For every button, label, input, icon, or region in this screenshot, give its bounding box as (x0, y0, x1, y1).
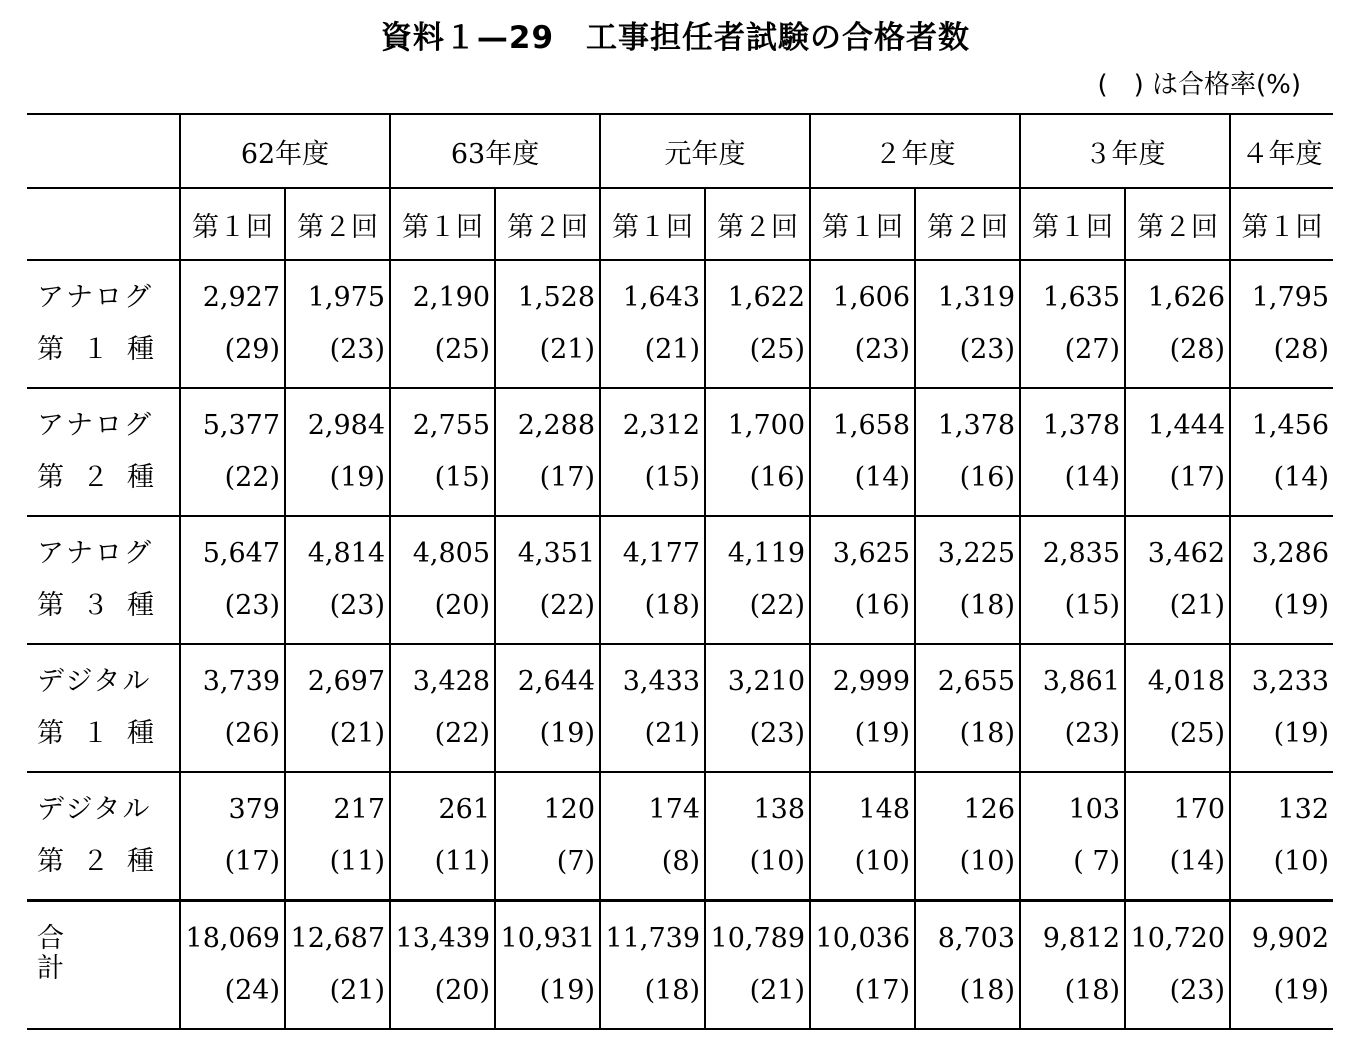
pass-rate: (14) (1273, 462, 1330, 493)
row-label-grade: 第２種 (37, 462, 172, 493)
data-cell (705, 644, 810, 772)
pass-count: 4,018 (1147, 666, 1226, 697)
pass-count: 1,700 (727, 410, 806, 441)
pass-count: 2,984 (307, 410, 386, 441)
row-label-category: アナログ (37, 538, 153, 569)
data-cell (495, 260, 600, 388)
year-header: ３年度 (1020, 114, 1230, 188)
total-rate: (18) (959, 975, 1016, 1006)
data-cell (915, 516, 1020, 644)
pass-rate: (21) (644, 334, 701, 365)
year-header: 63年度 (390, 114, 600, 188)
pass-rate: (11) (329, 846, 386, 877)
data-cell (915, 388, 1020, 516)
pass-count: 1,795 (1251, 282, 1330, 313)
pass-rate: (10) (1273, 846, 1330, 877)
pass-count: 138 (753, 794, 806, 825)
pass-rate: (14) (1169, 846, 1226, 877)
total-count: 10,931 (500, 923, 596, 954)
results-table (27, 113, 1333, 1030)
pass-count: 1,635 (1042, 282, 1121, 313)
year-header: ４年度 (1230, 114, 1333, 188)
pass-count: 379 (228, 794, 280, 825)
year-header: ２年度 (810, 114, 1020, 188)
pass-rate: (18) (644, 590, 701, 621)
data-cell (915, 772, 1020, 901)
year-header: 62年度 (180, 114, 390, 188)
total-count: 11,739 (605, 923, 701, 954)
pass-rate: (28) (1169, 334, 1226, 365)
pass-rate: ( 7) (1073, 846, 1121, 877)
total-count: 10,720 (1130, 923, 1226, 954)
pass-rate: (17) (539, 462, 596, 493)
data-cell (915, 260, 1020, 388)
pass-count: 2,190 (412, 282, 491, 313)
pass-count: 2,644 (517, 666, 596, 697)
pass-rate: (26) (224, 718, 280, 749)
pass-count: 148 (858, 794, 911, 825)
round-header: 第１回 (180, 188, 285, 260)
document-title: 資料１—29 工事担任者試験の合格者数 (380, 20, 971, 56)
pass-rate: (23) (1064, 718, 1121, 749)
data-cell (180, 901, 285, 1030)
pass-rate: (28) (1273, 334, 1330, 365)
row-label (27, 388, 180, 516)
row-label-category: アナログ (37, 282, 153, 313)
year-header-row (27, 114, 1333, 188)
data-cell (810, 901, 915, 1030)
pass-count: 1,528 (517, 282, 596, 313)
data-cell (600, 772, 705, 901)
total-rate: (21) (329, 975, 386, 1006)
data-cell (600, 260, 705, 388)
data-cell (180, 388, 285, 516)
data-cell (390, 388, 495, 516)
pass-rate: (8) (661, 846, 701, 877)
pass-count: 4,814 (307, 538, 386, 569)
total-count: 18,069 (185, 923, 280, 954)
table-row (27, 644, 1333, 772)
data-cell (1125, 901, 1230, 1030)
data-cell (495, 644, 600, 772)
data-cell (495, 516, 600, 644)
pass-rate: (23) (959, 334, 1016, 365)
pass-rate: (11) (434, 846, 491, 877)
pass-rate: (25) (1169, 718, 1226, 749)
total-count: 10,036 (815, 923, 911, 954)
round-header: 第２回 (495, 188, 600, 260)
data-cell (495, 901, 600, 1030)
pass-rate: (21) (1169, 590, 1226, 621)
pass-rate: (19) (854, 718, 911, 749)
pass-rate: (19) (1273, 718, 1330, 749)
total-label-cell (27, 901, 180, 1030)
pass-count: 5,377 (202, 410, 280, 441)
corner-cell (27, 188, 180, 260)
data-cell (1125, 772, 1230, 901)
round-header: 第２回 (285, 188, 390, 260)
data-cell (1020, 516, 1125, 644)
total-rate: (17) (854, 975, 911, 1006)
data-cell (390, 260, 495, 388)
pass-rate: (23) (329, 590, 386, 621)
total-row (27, 901, 1333, 1030)
data-cell (600, 388, 705, 516)
table-row (27, 388, 1333, 516)
row-label (27, 644, 180, 772)
pass-count: 1,975 (307, 282, 386, 313)
pass-rate: (14) (1064, 462, 1121, 493)
data-cell (1125, 260, 1230, 388)
data-cell (600, 901, 705, 1030)
round-header-row (27, 188, 1333, 260)
pass-rate: (27) (1064, 334, 1121, 365)
data-cell (705, 388, 810, 516)
pass-rate: (23) (224, 590, 280, 621)
data-cell (285, 260, 390, 388)
data-cell (1020, 772, 1125, 901)
pass-rate: (22) (434, 718, 491, 749)
pass-count: 1,319 (937, 282, 1016, 313)
data-cell (705, 772, 810, 901)
row-label-grade: 第３種 (37, 590, 172, 621)
corner-cell (27, 114, 180, 188)
data-cell (180, 772, 285, 901)
row-label-category: デジタル (37, 794, 152, 825)
data-cell (285, 516, 390, 644)
total-label: 合計 (37, 923, 112, 984)
pass-rate: (18) (959, 718, 1016, 749)
pass-count: 1,643 (622, 282, 701, 313)
total-rate: (18) (644, 975, 701, 1006)
pass-count: 1,622 (727, 282, 806, 313)
pass-count: 1,456 (1251, 410, 1330, 441)
pass-count: 3,462 (1147, 538, 1226, 569)
round-header: 第２回 (1125, 188, 1230, 260)
data-cell (705, 516, 810, 644)
data-cell (810, 260, 915, 388)
pass-rate: (21) (539, 334, 596, 365)
pass-count: 3,225 (937, 538, 1016, 569)
data-cell (285, 901, 390, 1030)
pass-count: 2,288 (517, 410, 596, 441)
total-rate: (19) (1273, 975, 1330, 1006)
pass-rate: (25) (434, 334, 491, 365)
round-header: 第１回 (390, 188, 495, 260)
row-label (27, 772, 180, 901)
total-rate: (23) (1169, 975, 1226, 1006)
pass-count: 3,861 (1042, 666, 1121, 697)
data-cell (390, 644, 495, 772)
total-rate: (24) (224, 975, 280, 1006)
total-count: 9,902 (1251, 923, 1330, 954)
pass-count: 2,835 (1042, 538, 1121, 569)
total-count: 13,439 (395, 923, 491, 954)
row-label (27, 516, 180, 644)
total-rate: (19) (539, 975, 596, 1006)
pass-count: 2,697 (307, 666, 386, 697)
pass-count: 126 (963, 794, 1016, 825)
year-header: 元年度 (600, 114, 810, 188)
data-cell (600, 644, 705, 772)
pass-rate: (15) (434, 462, 491, 493)
pass-count: 1,378 (937, 410, 1016, 441)
data-cell (180, 644, 285, 772)
pass-rate: (10) (749, 846, 806, 877)
data-cell (390, 516, 495, 644)
data-cell (810, 516, 915, 644)
data-cell (495, 388, 600, 516)
data-cell (1230, 901, 1333, 1030)
data-cell (810, 388, 915, 516)
pass-count: 2,312 (622, 410, 701, 441)
pass-count: 120 (543, 794, 596, 825)
pass-count: 3,433 (622, 666, 701, 697)
data-cell (285, 388, 390, 516)
pass-rate: (22) (539, 590, 596, 621)
rate-note: ( ) は合格率(%) (1097, 70, 1301, 100)
data-cell (1230, 388, 1333, 516)
row-label (27, 260, 180, 388)
pass-count: 3,233 (1251, 666, 1330, 697)
pass-rate: (7) (556, 846, 596, 877)
round-header: 第２回 (915, 188, 1020, 260)
pass-count: 1,626 (1147, 282, 1226, 313)
pass-rate: (15) (1064, 590, 1121, 621)
pass-count: 3,625 (832, 538, 911, 569)
pass-count: 4,351 (517, 538, 596, 569)
pass-count: 2,655 (937, 666, 1016, 697)
data-cell (810, 772, 915, 901)
round-header: 第１回 (1230, 188, 1333, 260)
pass-count: 1,606 (832, 282, 911, 313)
pass-count: 2,999 (832, 666, 911, 697)
data-cell (600, 516, 705, 644)
data-cell (285, 772, 390, 901)
pass-count: 4,805 (412, 538, 491, 569)
pass-count: 3,428 (412, 666, 491, 697)
data-cell (180, 260, 285, 388)
pass-count: 3,286 (1251, 538, 1330, 569)
data-cell (1020, 644, 1125, 772)
pass-rate: (15) (644, 462, 701, 493)
total-rate: (21) (749, 975, 806, 1006)
pass-count: 2,755 (412, 410, 491, 441)
data-cell (915, 901, 1020, 1030)
pass-count: 1,444 (1147, 410, 1226, 441)
pass-count: 261 (438, 794, 491, 825)
table-row (27, 516, 1333, 644)
data-cell (1230, 772, 1333, 901)
pass-rate: (19) (539, 718, 596, 749)
data-cell (810, 644, 915, 772)
round-header: 第１回 (810, 188, 915, 260)
data-cell (1020, 388, 1125, 516)
pass-rate: (22) (749, 590, 806, 621)
data-cell (1230, 260, 1333, 388)
data-cell (390, 901, 495, 1030)
data-cell (1020, 901, 1125, 1030)
data-cell (285, 644, 390, 772)
row-label-grade: 第１種 (37, 718, 172, 749)
data-cell (1230, 516, 1333, 644)
data-cell (705, 901, 810, 1030)
pass-count: 170 (1173, 794, 1226, 825)
round-header: 第２回 (705, 188, 810, 260)
pass-count: 2,927 (202, 282, 280, 313)
pass-rate: (16) (959, 462, 1016, 493)
data-cell (1020, 260, 1125, 388)
pass-rate: (29) (224, 334, 280, 365)
table-row (27, 260, 1333, 388)
pass-rate: (14) (854, 462, 911, 493)
round-header: 第１回 (600, 188, 705, 260)
pass-rate: (17) (224, 846, 280, 877)
table-row (27, 772, 1333, 901)
total-count: 9,812 (1042, 923, 1121, 954)
pass-rate: (20) (434, 590, 491, 621)
data-cell (495, 772, 600, 901)
pass-rate: (21) (644, 718, 701, 749)
pass-rate: (23) (749, 718, 806, 749)
pass-rate: (19) (1273, 590, 1330, 621)
pass-count: 3,210 (727, 666, 806, 697)
data-cell (180, 516, 285, 644)
row-label-category: アナログ (37, 410, 153, 441)
data-cell (390, 772, 495, 901)
pass-rate: (16) (749, 462, 806, 493)
total-count: 12,687 (290, 923, 386, 954)
pass-count: 5,647 (202, 538, 280, 569)
pass-rate: (23) (329, 334, 386, 365)
data-cell (1125, 516, 1230, 644)
pass-count: 4,177 (622, 538, 701, 569)
pass-rate: (18) (959, 590, 1016, 621)
pass-count: 217 (333, 794, 386, 825)
row-label-grade: 第２種 (37, 846, 172, 877)
pass-count: 1,658 (832, 410, 911, 441)
total-rate: (20) (434, 975, 491, 1006)
pass-count: 174 (648, 794, 701, 825)
pass-rate: (22) (224, 462, 280, 493)
row-label-grade: 第１種 (37, 334, 172, 365)
data-cell (1125, 644, 1230, 772)
pass-count: 103 (1068, 794, 1121, 825)
pass-count: 4,119 (727, 538, 806, 569)
pass-rate: (10) (854, 846, 911, 877)
pass-count: 3,739 (202, 666, 280, 697)
total-count: 10,789 (710, 923, 806, 954)
data-cell (1125, 388, 1230, 516)
pass-rate: (10) (959, 846, 1016, 877)
total-rate: (18) (1064, 975, 1121, 1006)
data-cell (1230, 644, 1333, 772)
round-header: 第１回 (1020, 188, 1125, 260)
pass-rate: (16) (854, 590, 911, 621)
pass-count: 1,378 (1042, 410, 1121, 441)
pass-rate: (21) (329, 718, 386, 749)
data-cell (705, 260, 810, 388)
data-cell (915, 644, 1020, 772)
pass-rate: (25) (749, 334, 806, 365)
pass-rate: (19) (329, 462, 386, 493)
pass-count: 132 (1277, 794, 1330, 825)
row-label-category: デジタル (37, 666, 152, 697)
total-count: 8,703 (937, 923, 1016, 954)
pass-rate: (17) (1169, 462, 1226, 493)
pass-rate: (23) (854, 334, 911, 365)
